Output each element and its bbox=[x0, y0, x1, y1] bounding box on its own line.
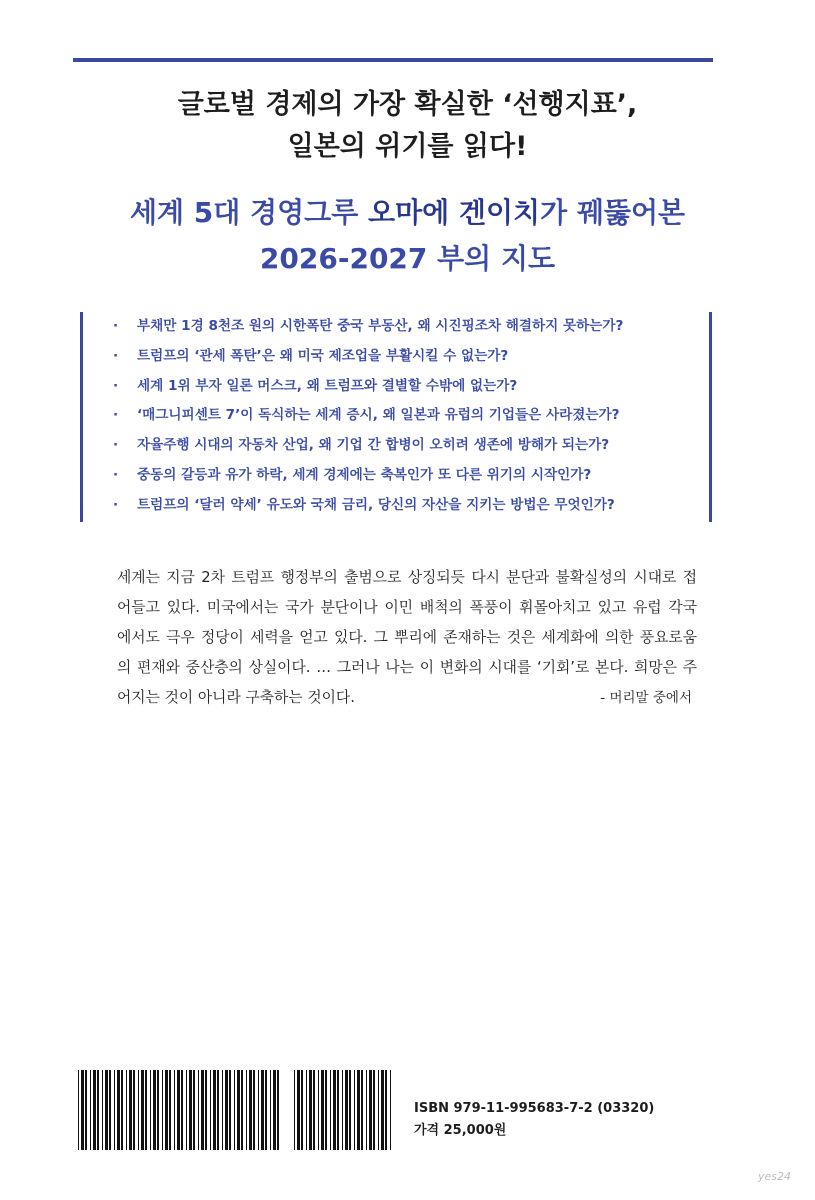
bullet-icon: · bbox=[113, 437, 119, 454]
subhead-prefix: 세계 5대 경영그루 bbox=[129, 196, 369, 229]
barcode-bar bbox=[253, 1070, 255, 1150]
headline-line-2: 일본의 위기를 읽다! bbox=[287, 131, 528, 162]
barcode-bar bbox=[205, 1070, 207, 1150]
barcode-bar bbox=[369, 1070, 372, 1150]
barcode-bar bbox=[366, 1070, 367, 1150]
barcode-bar bbox=[217, 1070, 219, 1150]
bullet-icon: · bbox=[113, 496, 119, 513]
barcode-bar bbox=[361, 1070, 363, 1150]
subhead-suffix: 가 꿰뚫어본 bbox=[540, 196, 686, 229]
question-item bbox=[113, 342, 623, 372]
barcode-bar bbox=[222, 1070, 223, 1150]
question-text: 중동의 갈등과 유가 하락, 세계 경제에는 축복인가 또 다른 위기의 시작인가? bbox=[137, 466, 592, 483]
barcode bbox=[78, 1070, 393, 1150]
question-item bbox=[113, 431, 623, 461]
isbn-block bbox=[414, 1098, 654, 1142]
barcode-bar bbox=[241, 1070, 243, 1150]
barcode-bar bbox=[309, 1070, 312, 1150]
barcode-bar bbox=[138, 1070, 139, 1150]
barcode-bar bbox=[294, 1070, 295, 1150]
excerpt-line: 에서도 극우 정당이 세력을 얻고 있다. 그 뿌리에 존재하는 것은 세계화에 의한 풍요로움 bbox=[117, 629, 697, 646]
question-text: 자율주행 시대의 자동차 산업, 왜 기업 간 합병이 오히려 생존에 방해가 되는가? bbox=[137, 437, 610, 454]
headline bbox=[0, 84, 815, 168]
barcode-bar bbox=[277, 1070, 279, 1150]
barcode-bar bbox=[181, 1070, 183, 1150]
barcode-bar bbox=[234, 1070, 235, 1150]
question-item bbox=[113, 312, 623, 342]
barcode-bar bbox=[121, 1070, 123, 1150]
barcode-bar bbox=[109, 1070, 111, 1150]
excerpt-line: 의 편재와 중산층의 상실이다. … 그러나 나는 이 변화의 시대를 ‘기회’로 본다. 희망은 주 bbox=[117, 659, 697, 676]
question-item bbox=[113, 401, 623, 431]
question-item bbox=[113, 461, 623, 491]
barcode-bar bbox=[342, 1070, 343, 1150]
barcode-bar bbox=[357, 1070, 360, 1150]
bullet-icon: · bbox=[113, 318, 119, 334]
barcode-bar bbox=[129, 1070, 132, 1150]
watermark: yes24 bbox=[758, 1170, 792, 1183]
barcode-bar bbox=[201, 1070, 204, 1150]
barcode-bar bbox=[378, 1070, 379, 1150]
excerpt-attribution: - 머리말 중에서 bbox=[600, 690, 692, 706]
barcode-bar bbox=[169, 1070, 171, 1150]
excerpt-line: 어들고 있다. 미국에서는 국가 분단이나 이민 배척의 폭풍이 휘몰아치고 있고 유럽 각국 bbox=[117, 599, 697, 616]
barcode-bar bbox=[174, 1070, 175, 1150]
question-text: 트럼프의 ‘관세 폭탄’은 왜 미국 제조업을 부활시킬 수 없는가? bbox=[137, 347, 509, 364]
barcode-bar bbox=[349, 1070, 351, 1150]
barcode-bar bbox=[306, 1070, 307, 1150]
barcode-bar bbox=[273, 1070, 276, 1150]
barcode-bar bbox=[141, 1070, 144, 1150]
barcode-bar bbox=[90, 1070, 91, 1150]
question-text: ‘매그니피센트 7’이 독식하는 세계 증시, 왜 일본과 유럽의 기업들은 사라졌는가? bbox=[137, 407, 620, 424]
barcode-bar bbox=[93, 1070, 96, 1150]
subhead-line-1 bbox=[0, 190, 815, 236]
subhead-line-2: 2026-2027 부의 지도 bbox=[259, 242, 556, 275]
barcode-bar bbox=[261, 1070, 264, 1150]
barcode-bar bbox=[81, 1070, 84, 1150]
headline-line-1: 글로벌 경제의 가장 확실한 ‘선행지표’, bbox=[177, 89, 638, 120]
barcode-bar bbox=[210, 1070, 211, 1150]
barcode-bar bbox=[117, 1070, 120, 1150]
question-list bbox=[113, 312, 623, 521]
bullet-icon: · bbox=[113, 407, 119, 424]
top-divider bbox=[73, 58, 713, 62]
barcode-bar bbox=[157, 1070, 159, 1150]
barcode-bar bbox=[97, 1070, 99, 1150]
barcode-bar bbox=[321, 1070, 324, 1150]
bullet-icon: · bbox=[113, 377, 119, 394]
question-text: 부채만 1경 8천조 원의 시한폭탄 중국 부동산, 왜 시진핑조차 해결하지 못하는가? bbox=[137, 318, 624, 334]
barcode-bar bbox=[165, 1070, 168, 1150]
question-item bbox=[113, 491, 623, 521]
barcode-bar bbox=[318, 1070, 319, 1150]
bullet-icon: · bbox=[113, 466, 119, 483]
question-item bbox=[113, 372, 623, 402]
barcode-bar bbox=[330, 1070, 331, 1150]
excerpt-line: 어지는 것이 아니라 구축하는 것이다. bbox=[117, 689, 355, 706]
barcode-bar bbox=[325, 1070, 327, 1150]
excerpt-line: 세계는 지금 2차 트럼프 행정부의 출범으로 상징되듯 다시 분단과 불확실성의 시대로 접 bbox=[117, 569, 697, 586]
barcode-bar bbox=[333, 1070, 336, 1150]
barcode-bar bbox=[345, 1070, 348, 1150]
price-text: 가격 25,000원 bbox=[414, 1123, 507, 1138]
barcode-bar bbox=[102, 1070, 103, 1150]
bullet-icon: · bbox=[113, 347, 119, 364]
barcode-bar bbox=[105, 1070, 108, 1150]
barcode-bar bbox=[153, 1070, 156, 1150]
barcode-bar bbox=[265, 1070, 267, 1150]
question-text: 세계 1위 부자 일론 머스크, 왜 트럼프와 결별할 수밖에 없는가? bbox=[137, 377, 518, 394]
question-box bbox=[80, 312, 712, 522]
barcode-bar bbox=[145, 1070, 147, 1150]
barcode-bar bbox=[85, 1070, 87, 1150]
barcode-bar bbox=[162, 1070, 163, 1150]
barcode-bar bbox=[177, 1070, 180, 1150]
barcode-bar bbox=[390, 1070, 391, 1150]
barcode-bar bbox=[193, 1070, 195, 1150]
barcode-bar bbox=[297, 1070, 300, 1150]
barcode-bar bbox=[354, 1070, 355, 1150]
barcode-bar bbox=[229, 1070, 231, 1150]
barcode-bar bbox=[186, 1070, 187, 1150]
barcode-bar bbox=[213, 1070, 216, 1150]
barcode-bar bbox=[337, 1070, 339, 1150]
isbn-text: ISBN 979-11-995683-7-2 (03320) bbox=[414, 1101, 655, 1116]
barcode-graphic bbox=[78, 1070, 393, 1150]
barcode-bar bbox=[381, 1070, 384, 1150]
barcode-bar bbox=[126, 1070, 127, 1150]
barcode-bar bbox=[313, 1070, 315, 1150]
barcode-bar bbox=[373, 1070, 375, 1150]
barcode-bar bbox=[189, 1070, 192, 1150]
barcode-bar bbox=[150, 1070, 151, 1150]
barcode-bar bbox=[225, 1070, 228, 1150]
barcode-bar bbox=[258, 1070, 259, 1150]
question-text: 트럼프의 ‘달러 약세’ 유도와 국채 금리, 당신의 자산을 지키는 방법은 무엇인가? bbox=[137, 496, 615, 513]
barcode-bar bbox=[114, 1070, 115, 1150]
barcode-bar bbox=[78, 1070, 79, 1150]
author-name: 오마에 겐이치 bbox=[368, 196, 541, 229]
barcode-bar bbox=[385, 1070, 387, 1150]
barcode-bar bbox=[198, 1070, 199, 1150]
barcode-bar bbox=[246, 1070, 247, 1150]
barcode-bar bbox=[133, 1070, 135, 1150]
barcode-bar bbox=[301, 1070, 303, 1150]
subheadline bbox=[0, 190, 815, 282]
barcode-bar bbox=[249, 1070, 252, 1150]
barcode-bar bbox=[270, 1070, 271, 1150]
barcode-bar bbox=[237, 1070, 240, 1150]
